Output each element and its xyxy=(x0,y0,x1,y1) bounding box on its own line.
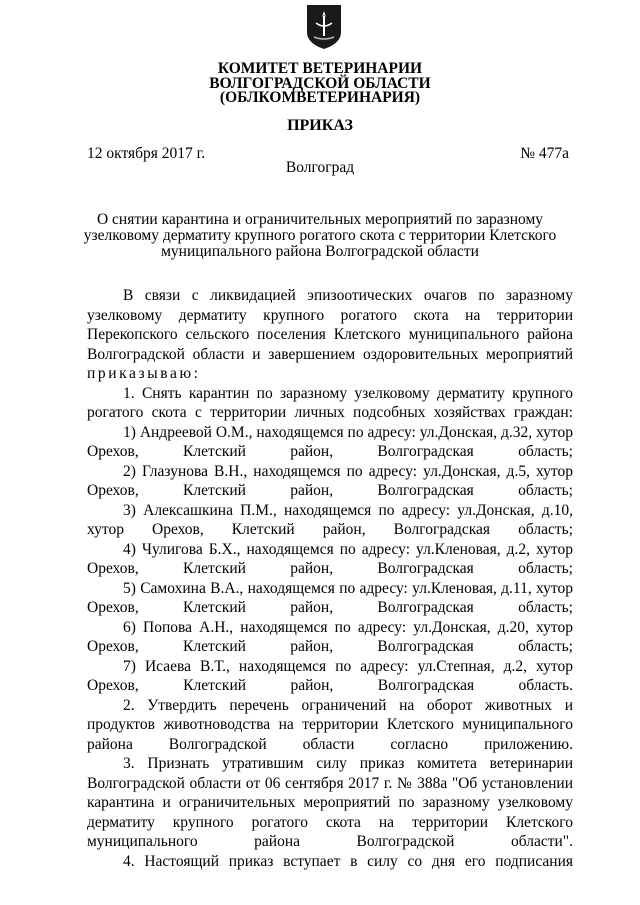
intro-paragraph: В связи с ликвидацией эпизоотических очагов по заразному узелковому дерматиту крупного рогатого скота на территории Перекопского сельского поселения Клетского муниципального района Волгоградской области и завершением оздоровительных мероприятий xyxy=(87,287,573,363)
paragraph-1: 1. Снять карантин по заразному узелковому дерматиту крупного рогатого скота с территории личных подсобных хозяйствах граждан: xyxy=(87,384,573,421)
document-body xyxy=(87,286,573,871)
document-type-title: ПРИКАЗ xyxy=(287,117,353,134)
document-city: Волгоград xyxy=(285,159,355,176)
paragraph-4: 4. Настоящий приказ вступает в силу со дня его подписания xyxy=(123,852,573,870)
header-line-1: КОМИТЕТ ВЕТЕРИНАРИИ xyxy=(217,60,423,77)
list-item: 3) Алексашкина П.М., находящемся по адресу: ул.Донская, д.10, хутор Орехов, Клетский район, Волгоградская область; xyxy=(87,501,573,538)
document-number: № 477а xyxy=(520,145,569,162)
organization-header xyxy=(0,62,640,106)
list-item: 5) Самохина В.А., находящемся по адресу: ул.Кленовая, д.11, хутор Орехов, Клетский район, Волгоградская область; xyxy=(87,579,573,616)
orders-word: приказываю: xyxy=(87,365,201,382)
header-line-2: ВОЛГОГРАДСКОЙ ОБЛАСТИ xyxy=(209,74,431,92)
document-subject: О снятии карантина и ограничительных мероприятий по заразному узелковому дерматиту крупного рогатого скота с территории Клетского муниципального района Волгоградской области xyxy=(83,211,557,260)
list-item: 4) Чулигова Б.Х., находящемся по адресу: ул.Кленовая, д.2, хутор Орехов, Клетский район, Волгоградская область; xyxy=(87,540,573,577)
paragraph-2: 2. Утвердить перечень ограничений на оборот животных и продуктов животноводства на территории Клетского муниципального района Волгоградской области согласно приложению. xyxy=(87,696,573,753)
paragraph-3: 3. Признать утратившим силу приказ комитета ветеринарии Волгоградской области от 06 сентября 2017 г. № 388а "Об установлении карантина и ограничительных мероприятий по заразному узелковому дерматиту крупного рогатого скота на территории Клетского муниципального района Волгоградской области". xyxy=(87,755,573,850)
list-item: 6) Попова А.Н., находящемся по адресу: ул.Донская, д.20, хутор Орехов, Клетский район, Волгоградская область; xyxy=(87,618,573,655)
list-item: 7) Исаева В.Т., находящемся по адресу: ул.Степная, д.2, хутор Орехов, Клетский район, Волгоградская область. xyxy=(87,657,573,694)
header-line-3: (ОБЛКОМВЕТЕРИНАРИЯ) xyxy=(219,89,421,106)
list-item: 2) Глазунова В.Н., находящемся по адресу: ул.Донская, д.5, хутор Орехов, Клетский район, Волгоградская область; xyxy=(87,462,573,499)
coat-of-arms-emblem-icon xyxy=(304,3,344,50)
list-item: 1) Андреевой О.М., находящемся по адресу: ул.Донская, д.32, хутор Орехов, Клетский район, Волгоградская область; xyxy=(87,423,573,460)
document-date: 12 октября 2017 г. xyxy=(87,145,206,162)
